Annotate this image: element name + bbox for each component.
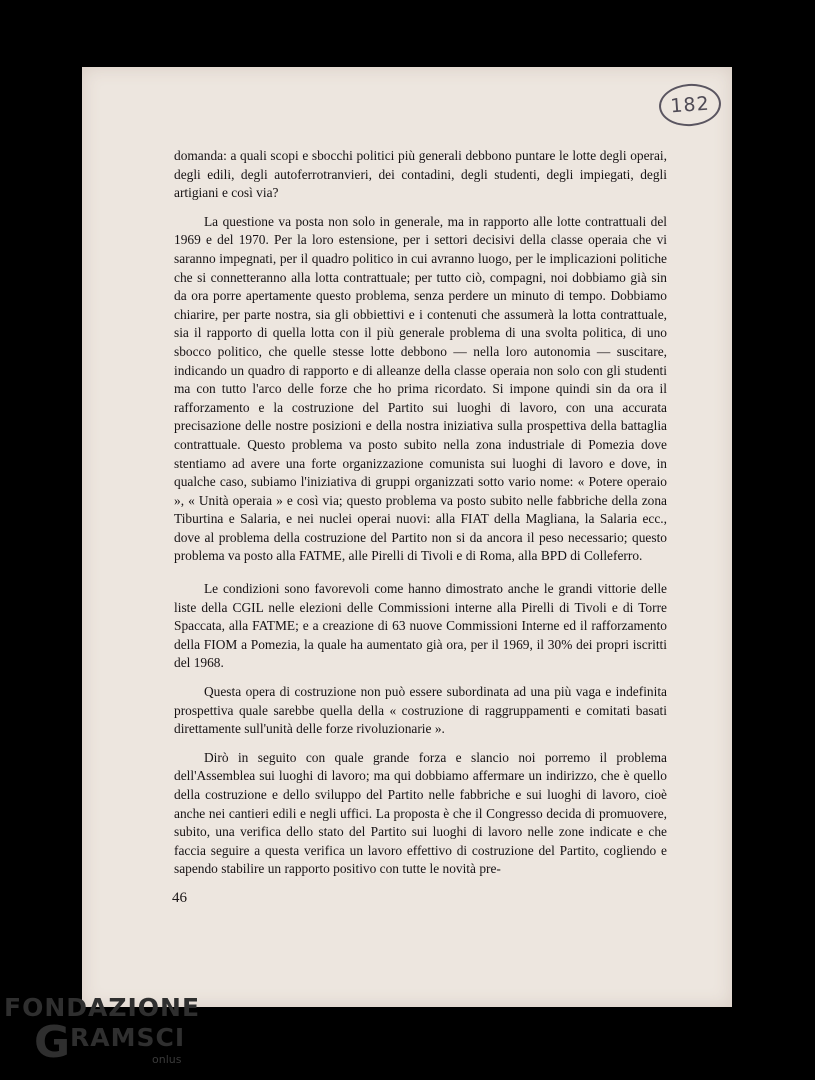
logo-initial: G [34,1017,71,1068]
page-number: 46 [172,890,187,906]
logo-suffix: onlus [152,1053,182,1066]
paragraph-1: domanda: a quali scopi e sbocchi politici più generali debbono puntare le lotte degli operai, degli edili, degli autoferrotranvieri, dei contadini, degli studenti, degli impiegati, degli artigiani e così via? [174,148,667,201]
paragraph-3: Le condizioni sono favorevoli come hanno dimostrato anche le grandi vittorie delle liste della CGIL nelle elezioni delle Commissioni interne alla Pirelli di Tivoli e di Torre Spaccata, alla FATME; e a creazione di 63 nuove Commissioni Interne ed il rafforzamento della FIOM a Pomezia, la quale ha aumentato già ora, per il 1969, il 30% dei propri iscritti del 1968. [174,581,667,671]
fondazione-gramsci-logo [4,993,204,1073]
body-text [174,147,667,889]
archive-number-stamp [658,82,723,128]
stamp-number: 182 [669,92,711,118]
paragraph-5: Dirò in seguito con quale grande forza e slancio noi porremo il problema dell'Assemblea sui luoghi di lavoro; ma qui dobbiamo affermare un indirizzo, che è quello della costruzione e dello sviluppo del Partito nelle fabbriche e sui luoghi di lavoro, cioè anche nei cantieri edili e negli uffici. La proposta è che il Congresso decida di promuovere, subito, una verifica dello stato del Partito sui luoghi di lavoro nelle zone indicate e che faccia seguire a questa verifica un lavoro effettivo di costruzione del Partito, cogliendo e sapendo stabilire un rapporto positivo con tutte le novità pre- [174,749,667,877]
logo-line-1: FONDAZIONE [4,993,201,1022]
paragraph-2: La questione va posta non solo in generale, ma in rapporto alle lotte contrattuali del 1969 e del 1970. Per la loro estensione, per i settori decisivi della classe operaia che vi saranno impegnati, per il quadro politico in cui avranno luogo, per le implicazioni politiche che si connetteranno alla lotta contrattuale; per tutto ciò, compagni, noi dobbiamo già sin da ora porre apertamente questo problema, senza perdere un minuto di tempo. Dobbiamo chiarire, per parte nostra, sia gli obbiettivi e i contenuti che assumerà la lotta contrattuale, sia il rapporto di quella lotta con il più generale problema di una svolta politica, di uno sbocco politico, che quelle stesse lotte debbono — nella loro autonomia — suscitare, indicando un quadro di rapporto e di alleanze della classe operaia non solo con gli studenti ma con tutto l'arco delle forze che ho prima ricordato. Si impone quindi sin da ora il rafforzamento e la costruzione del Partito sui luoghi di lavoro, con una accurata precisazione delle nostre posizioni e della nostra iniziativa sulla prospettiva della battaglia contrattuale. Questo problema va posto subito nella zona industriale di Pomezia dove stentiamo ad avere una forte organizzazione comunista sui luoghi di lavoro e dove, in qualche caso, subiamo l'iniziativa di gruppi organizzati sotto vario nome: « Potere operaio », « Unità operaia » e così via; questo problema va posto subito nelle fabbriche della zona Tiburtina e Salaria, e nei nuclei operai nuovi: alla FIAT della Magliana, la Salaria ecc., dove al problema della costruzione del Partito non si da ancora il peso necessario; questo problema va posto alla FATME, alle Pirelli di Tivoli e di Roma, alla BPD di Colleferro. [174,213,667,564]
logo-line-2: RAMSCI [70,1023,186,1052]
paragraph-4: Questa opera di costruzione non può essere subordinata ad una più vaga e indefinita prospettiva quale sarebbe quella della « costruzione di raggruppamenti e comitati basati direttamente sull'unità delle forze rivoluzionarie ». [174,684,667,737]
document-page [82,67,732,1007]
